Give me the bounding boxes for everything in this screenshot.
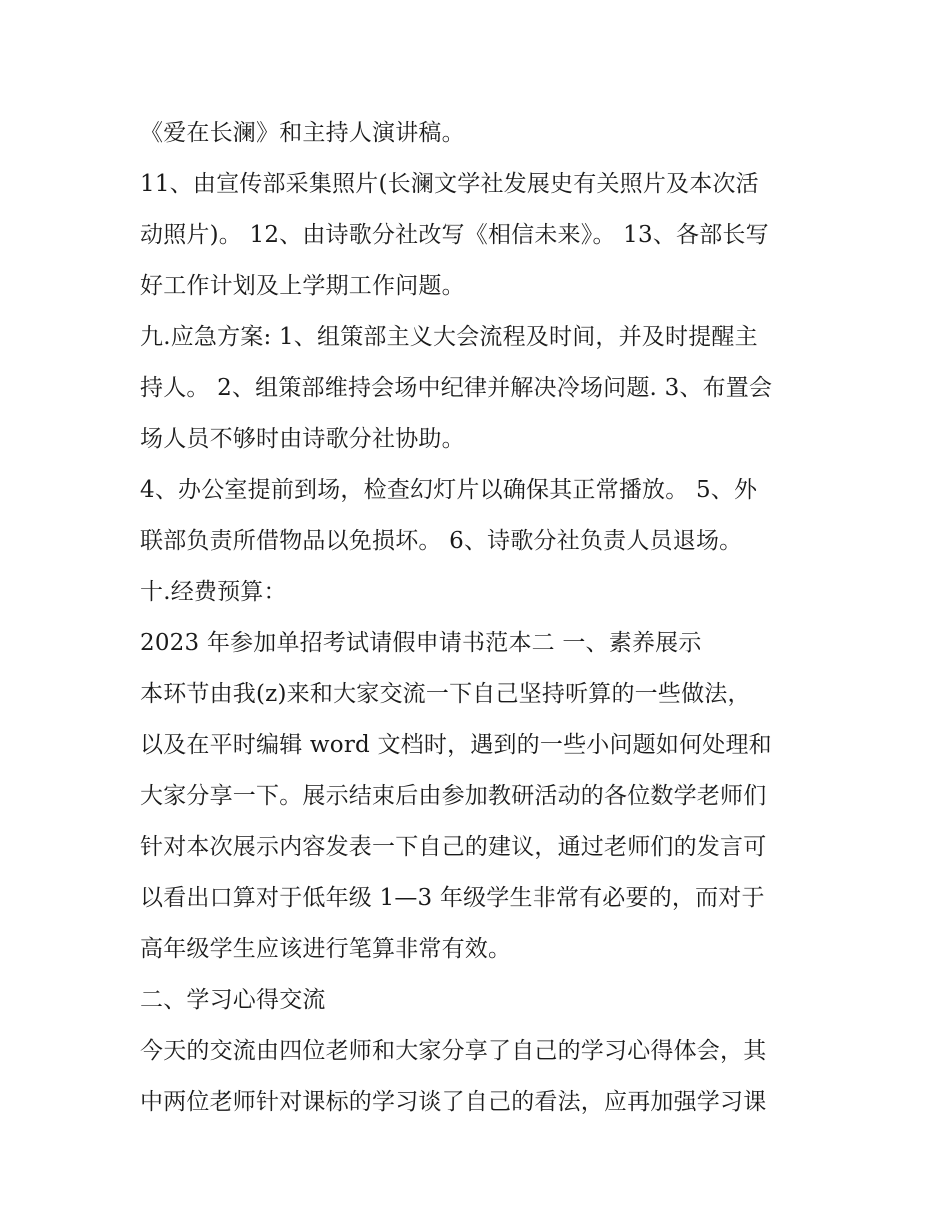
text-line: 好工作计划及上学期工作问题。 <box>140 273 465 299</box>
text-line: 针对本次展示内容发表一下自己的建议，通过老师们的发言可 <box>140 834 767 860</box>
text-line: 大家分享一下。展示结束后由参加教研活动的各位数学老师们 <box>140 783 767 809</box>
text-line: 高年级学生应该进行笔算非常有效。 <box>140 936 512 962</box>
text-line: 《爱在长澜》和主持人演讲稿。 <box>140 120 465 146</box>
text-line: 中两位老师针对课标的学习谈了自己的看法，应再加强学习课 <box>140 1089 767 1115</box>
text-line: 11、由宣传部采集照片(长澜文学社发展史有关照片及本次活 <box>140 171 759 197</box>
text-line: 二、学习心得交流 <box>140 987 326 1013</box>
text-line: 本环节由我(z)来和大家交流一下自己坚持听算的一些做法， <box>140 681 751 707</box>
text-line: 动照片)。 12、由诗歌分社改写《相信未来》。 13、各部长写 <box>140 222 769 248</box>
text-line: 2023 年参加单招考试请假申请书范本二 一、素养展示 <box>140 630 702 656</box>
text-line: 联部负责所借物品以免损坏。 6、诗歌分社负责人员退场。 <box>140 528 743 554</box>
text-line: 4、办公室提前到场，检查幻灯片以确保其正常播放。 5、外 <box>140 477 758 503</box>
text-line: 以看出口算对于低年级 1—3 年级学生非常有必要的，而对于 <box>140 885 765 911</box>
text-line: 九.应急方案: 1、组策部主义大会流程及时间，并及时提醒主 <box>140 324 758 350</box>
text-line: 场人员不够时由诗歌分社协助。 <box>140 426 465 452</box>
document-body <box>140 108 820 1128</box>
text-line: 十.经费预算： <box>140 579 287 605</box>
text-line: 今天的交流由四位老师和大家分享了自己的学习心得体会，其 <box>140 1038 767 1064</box>
text-line: 以及在平时编辑 word 文档时，遇到的一些小问题如何处理和 <box>140 732 772 758</box>
text-line: 持人。 2、组策部维持会场中纪律并解决冷场问题. 3、布置会 <box>140 375 773 401</box>
